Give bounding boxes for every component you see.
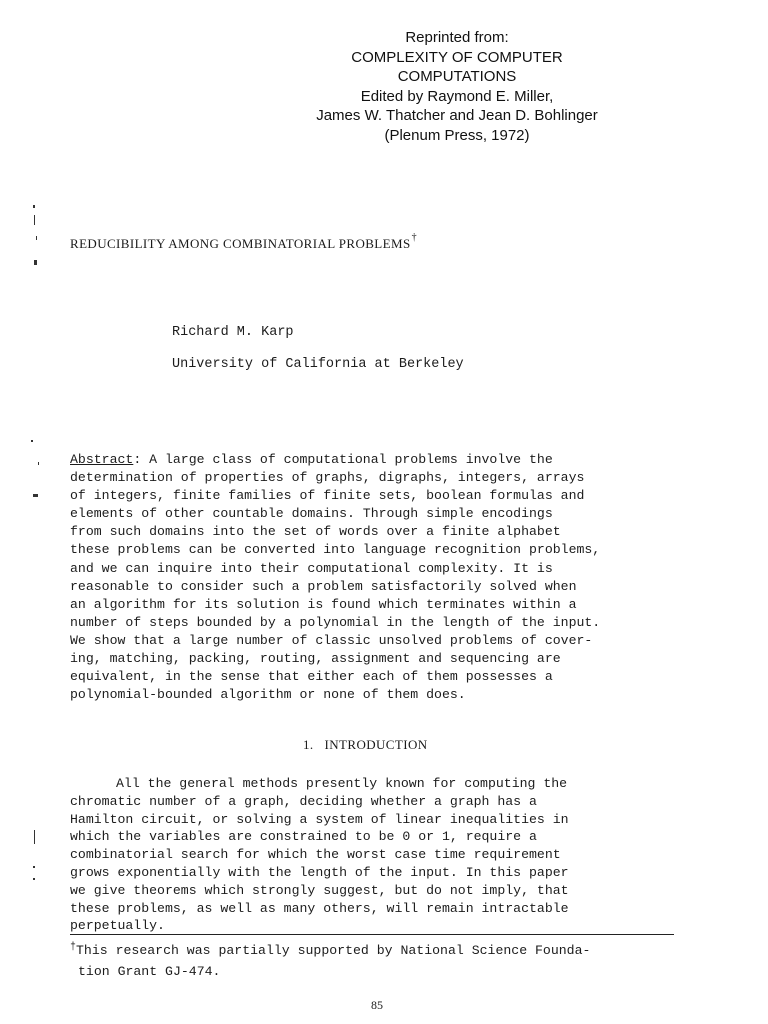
paper-title [70, 232, 417, 252]
intro-line: grows exponentially with the length of the input. In this paper [70, 864, 569, 880]
footnote-line [70, 937, 690, 961]
scan-speck [33, 494, 38, 497]
intro-line: chromatic number of a graph, deciding whether a graph has a [70, 793, 537, 809]
section-title: INTRODUCTION [324, 737, 428, 752]
abstract-line [70, 451, 690, 469]
section-heading [303, 737, 428, 753]
intro-line: All the general methods presently known for computing the [116, 776, 568, 791]
footnote-text: This research was partially supported by National Science Founda- [76, 943, 591, 958]
scan-speck [38, 462, 39, 465]
scan-speck [31, 440, 33, 442]
introduction-paragraph [70, 775, 690, 935]
abstract-line: polynomial-bounded algorithm or none of them does. [70, 687, 466, 703]
footnote-line: tion Grant GJ-474. [78, 964, 221, 979]
intro-line: which the variables are constrained to be 0 or 1, require a [70, 829, 537, 845]
abstract-line: equivalent, in the sense that either each of them possesses a [70, 669, 553, 685]
scan-speck [33, 205, 35, 208]
scan-speck [33, 866, 35, 868]
abstract-line: an algorithm for its solution is found which terminates within a [70, 596, 577, 612]
reprint-line: (Plenum Press, 1972) [384, 126, 530, 144]
abstract-line: reasonable to consider such a problem satisfactorily solved when [70, 578, 577, 594]
reprint-line: Reprinted from: [405, 29, 509, 46]
section-number: 1. [303, 737, 314, 752]
reprint-notice [300, 28, 614, 145]
scan-speck [34, 215, 35, 225]
abstract-line: We show that a large number of classic unsolved problems of cover- [70, 632, 593, 648]
intro-line: we give theorems which strongly suggest, but do not imply, that [70, 882, 569, 898]
reprint-line: Edited by Raymond E. Miller, [360, 87, 554, 105]
intro-line: perpetually. [70, 918, 165, 934]
abstract-line: number of steps bounded by a polynomial in the length of the input. [70, 614, 601, 630]
abstract-line-text: : A large class of computational problems involve the [133, 452, 553, 467]
abstract-line: ing, matching, packing, routing, assignment and sequencing are [70, 651, 561, 667]
scan-speck [36, 236, 37, 240]
abstract-line: these problems can be converted into language recognition problems, [70, 542, 601, 558]
intro-line: these problems, as well as many others, will remain intractable [70, 900, 569, 916]
reprint-line: COMPUTATIONS [397, 68, 517, 85]
abstract [70, 451, 690, 704]
abstract-line: from such domains into the set of words over a finite alphabet [70, 524, 561, 540]
abstract-line: elements of other countable domains. Through simple encodings [70, 506, 553, 522]
abstract-line: determination of properties of graphs, digraphs, integers, arrays [70, 470, 585, 486]
abstract-line: of integers, finite families of finite sets, boolean formulas and [70, 488, 585, 504]
abstract-line: and we can inquire into their computational complexity. It is [70, 560, 553, 576]
reprint-line: COMPLEXITY OF COMPUTER [351, 48, 563, 66]
intro-line: Hamilton circuit, or solving a system of linear inequalities in [70, 811, 569, 827]
page-number: 85 [371, 998, 383, 1012]
author-affiliation: University of California at Berkeley [172, 357, 464, 372]
intro-line: combinatorial search for which the worst case time requirement [70, 847, 561, 863]
title-footnote-mark: † [411, 232, 417, 243]
footnote-mark: † [70, 942, 77, 953]
abstract-label: Abstract [70, 452, 134, 467]
author-name: Richard M. Karp [172, 325, 294, 340]
footnote [70, 937, 690, 982]
scan-speck [33, 878, 35, 880]
footnote-rule [70, 934, 674, 935]
scan-speck [34, 260, 37, 265]
scan-speck [34, 830, 35, 844]
reprint-line: James W. Thatcher and Jean D. Bohlinger [316, 107, 598, 124]
paper-title-text: REDUCIBILITY AMONG COMBINATORIAL PROBLEMS [70, 236, 411, 251]
